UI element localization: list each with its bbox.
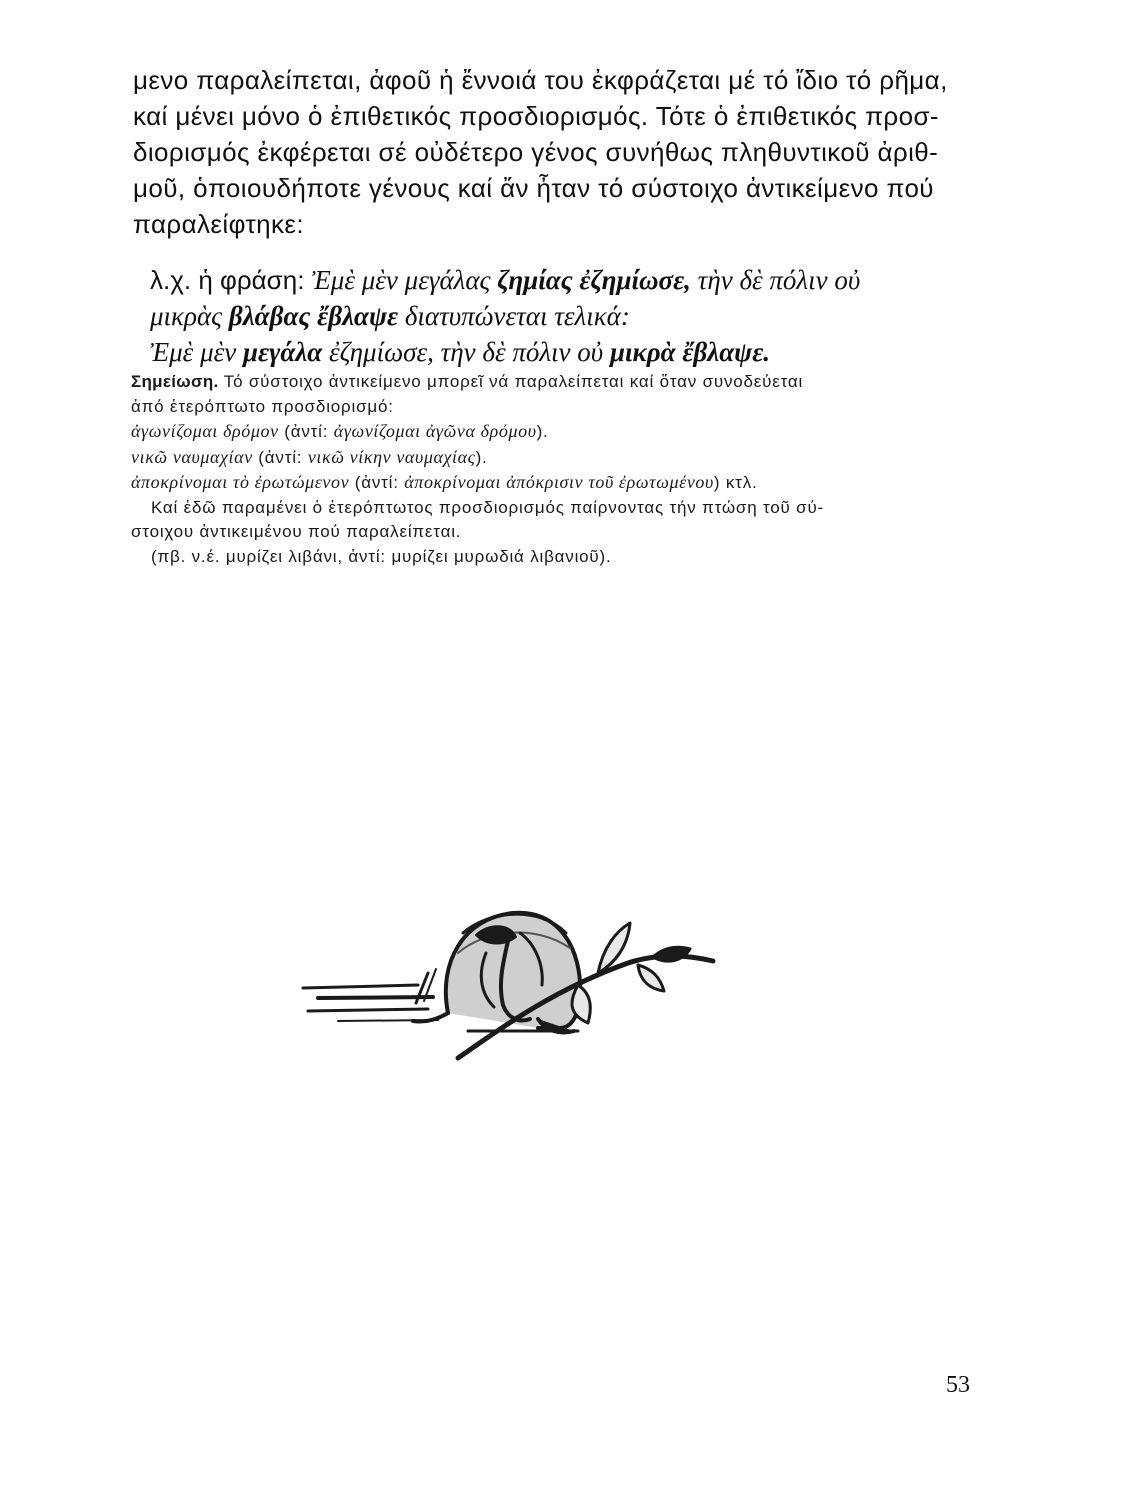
note-line-6: Καί ἐδῶ παραμένει ὁ ἑτερόπτωτος προσδιορισμός παίρνοντας τήν πτώση τοῦ σύ- bbox=[151, 497, 825, 517]
body-line-3: διορισμός ἐκφέρεται σέ οὐδέτερο γένος συνήθως πληθυντικοῦ ἀριθ- bbox=[133, 137, 939, 167]
note-example-phrase: ἀγωνίζομαι ἀγῶνα δρόμου bbox=[333, 421, 537, 441]
note-line-7: στοιχου ἀντικειμένου πού παραλείπεται. bbox=[131, 522, 462, 541]
page-number: 53 bbox=[946, 1372, 970, 1398]
note-example-1 bbox=[131, 419, 991, 445]
note-example-close: ) κτλ. bbox=[713, 473, 758, 492]
body-paragraph bbox=[133, 62, 983, 242]
example-text: διατυπώνεται τελικά: bbox=[398, 301, 630, 331]
example-block bbox=[150, 262, 980, 370]
note-heading: Σημείωση. bbox=[131, 372, 219, 391]
example-text: ἐζημίωσε, τὴν δὲ πόλιν οὐ bbox=[322, 337, 610, 367]
example-emphasis: ζημίας ἐζημίωσε, bbox=[497, 265, 691, 295]
note-line-1 bbox=[131, 370, 991, 395]
example-text: Ἐμὲ μὲν μεγάλας bbox=[311, 265, 498, 295]
note-example-phrase: ἀποκρίνομαι ἀπόκρισιν τοῦ ἐρωτωμένου bbox=[404, 472, 714, 492]
note-example-close: ). bbox=[475, 447, 488, 467]
example-text: τὴν δὲ πόλιν οὐ bbox=[690, 265, 861, 295]
note-example-close: ). bbox=[536, 422, 549, 441]
note-text: Τό σύστοιχο ἀντικείμενο μπορεῖ νά παραλείπεται καί ὅταν συνοδεύεται bbox=[218, 372, 804, 391]
example-line-1 bbox=[150, 262, 980, 298]
note-block bbox=[131, 370, 991, 569]
example-line-2 bbox=[150, 298, 980, 334]
note-example-2 bbox=[131, 445, 991, 471]
body-line-2: καί μένει μόνο ὁ ἐπιθετικός προσδιορισμός. Τότε ὁ ἐπιθετικός προσ- bbox=[133, 101, 939, 131]
helmet-with-olive-branch-icon bbox=[298, 893, 718, 1073]
example-text: μικρὰς bbox=[150, 301, 229, 331]
example-emphasis: μικρὰ ἔβλαψε. bbox=[609, 337, 771, 367]
body-line-4: μοῦ, ὁποιουδήποτε γένους καί ἄν ἦταν τό σύστοιχο ἀντικείμενο πού bbox=[133, 173, 934, 203]
body-line-1: μενο παραλείπεται, ἀφοῦ ἡ ἔννοιά του ἐκφράζεται μέ τό ἴδιο τό ρῆμα, bbox=[133, 65, 948, 95]
note-example-3 bbox=[131, 470, 991, 496]
body-line-5: παραλείφτηκε: bbox=[133, 209, 305, 239]
note-example-connector: (ἀντί: bbox=[349, 473, 405, 492]
example-emphasis: μεγάλα bbox=[243, 337, 323, 367]
note-example-phrase: ἀγωνίζομαι δρόμον bbox=[131, 421, 279, 441]
note-example-connector: (ἀντί: bbox=[278, 422, 334, 441]
note-example-connector: (ἀντί: bbox=[252, 447, 308, 467]
example-lead: λ.χ. ἡ φράση: bbox=[150, 265, 312, 295]
example-text: Ἐμὲ μὲν bbox=[150, 337, 243, 367]
note-example-phrase: νικῶ νίκην ναυμαχίας bbox=[307, 446, 476, 467]
note-example-phrase: ἀποκρίνομαι τὸ ἐρωτώμενον bbox=[131, 472, 350, 492]
example-line-3 bbox=[150, 334, 980, 370]
example-emphasis: βλάβας ἔβλαψε bbox=[228, 301, 399, 331]
note-example-phrase: νικῶ ναυμαχίαν bbox=[131, 446, 253, 467]
note-line-8: (πβ. ν.έ. μυρίζει λιβάνι, ἀντί: μυρίζει μυρωδιά λιβανιοῦ). bbox=[151, 546, 612, 566]
note-line-2: ἀπό ἑτερόπτωτο προσδιορισμό: bbox=[131, 396, 394, 416]
